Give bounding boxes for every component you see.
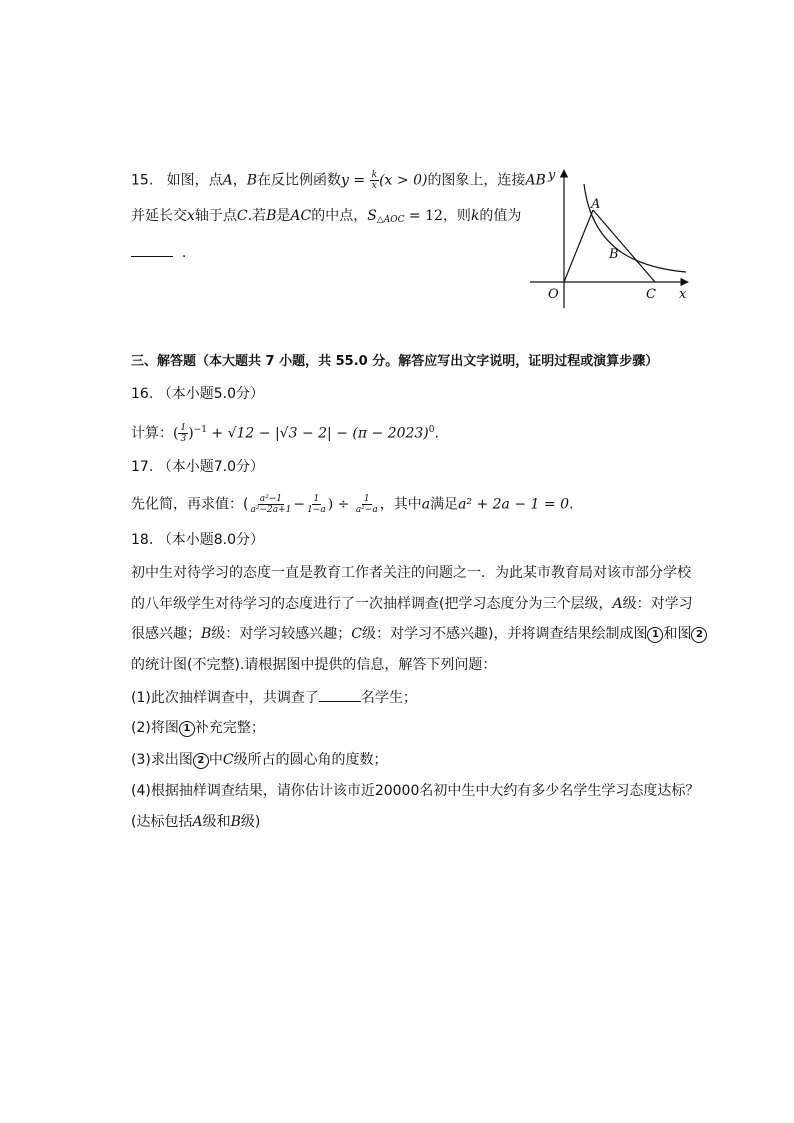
q17-header: 17. （本小题7.0分）	[131, 459, 264, 475]
answer-blank	[319, 687, 361, 702]
x-axis-label: x	[679, 287, 687, 302]
circled-number-2: 2	[193, 753, 209, 769]
point-A-label: A	[591, 197, 601, 212]
segment-OA	[564, 210, 593, 282]
q15-line-3: .	[131, 242, 186, 263]
q15-number: 15.	[131, 172, 154, 189]
q18-paragraph-line-1: 初中生对待学习的态度一直是教育工作者关注的问题之一．为此某市教育局对该市部分学校	[131, 565, 691, 581]
q18-subquestion-2: (2)将图 1 补充完整；	[131, 720, 265, 736]
q17-expression: 先化简，再求值：( $\frac{\text{a²−1}}{\text{a²−2a+1}}$ − $\frac{1}{1-a}$ ) ÷ $\frac{1}{\text{a²−a}}$ ，其中a满足a² + 2a − 1 = 0.	[131, 494, 574, 515]
circled-number-1: 1	[179, 721, 195, 737]
q18-subquestion-3: (3)求出图 2 中C级所占的圆心角的度数；	[131, 752, 388, 768]
circled-number-2: 2	[691, 627, 707, 643]
q18-header: 18. （本小题8.0分）	[131, 532, 264, 548]
q16-header: 16. （本小题5.0分）	[131, 386, 264, 402]
q15-line-2: 并延长交x轴于点C.若B是AC的中点，$S_{\triangle AOC} = 12$，则k的值为	[131, 208, 522, 225]
origin-label: O	[548, 287, 559, 302]
segment-AC	[593, 210, 655, 282]
point-B-label: B	[609, 247, 619, 262]
q18-paragraph-line-3: 很感兴趣；B级：对学习较感兴趣；C级：对学习不感兴趣)，并将调查结果绘制成图 1 和图 2	[131, 624, 707, 644]
circled-number-1: 1	[647, 627, 663, 643]
q18-subquestion-4: (4)根据抽样调查结果，请你估计该市近20000名初中生中大约有多少名学生学习态度达标？	[131, 783, 700, 799]
q15-figure	[524, 162, 694, 312]
point-C-label: C	[646, 287, 656, 302]
q15-fraction: $\frac{k}{x}$	[371, 170, 378, 191]
section-3-title: 三、解答题（本大题共 7 小题，共 55.0 分。解答应写出文字说明，证明过程或演算步骤）	[131, 354, 659, 369]
q18-subquestion-1: (1)此次抽样调查中，共调查了 名学生；	[131, 687, 417, 708]
q18-subquestion-4-note: (达标包括A级和B级)	[131, 814, 261, 830]
q18-paragraph-line-2: 的八年级学生对待学习的态度进行了一次抽样调查(把学习态度分为三个层级，A级：对学习	[131, 596, 693, 612]
q15-line-1: 15. 如图，点A，B在反比例函数y = $\frac{k}{x}$ (x > 0)的图象上，连接AB	[131, 170, 546, 191]
y-axis-label: y	[548, 168, 556, 183]
q18-paragraph-line-4: 的统计图(不完整).请根据图中提供的信息，解答下列问题：	[131, 657, 497, 673]
answer-blank	[131, 242, 173, 257]
q16-expression: 计算：( $\frac{1}{3}$ )$^{-1} + √12 - |√3 - 2| - (\pi - 2023)^0$.	[131, 423, 439, 445]
